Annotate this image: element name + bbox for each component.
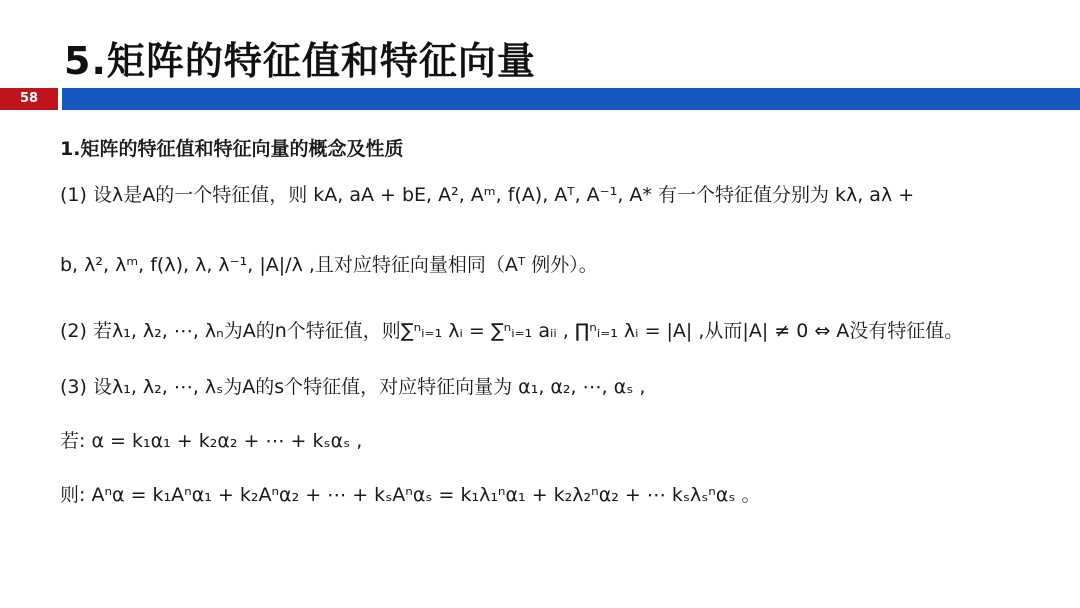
property-1-line-2: b, λ², λᵐ, f(λ), λ, λ⁻¹, |A|/λ ,且对应特征向量相同（Aᵀ 例外）。 (60, 254, 598, 276)
property-1-line-1: (1) 设λ是A的一个特征值，则 kA, aA + bE, A², Aᵐ, f(A), Aᵀ, A⁻¹, A* 有一个特征值分别为 kλ, aλ + (60, 184, 915, 206)
header-bar (62, 88, 1080, 110)
power-expansion: 则: Aⁿα = k₁Aⁿα₁ + k₂Aⁿα₂ + ⋯ + kₛAⁿαₛ = k₁λ₁ⁿα₁ + k₂λ₂ⁿα₂ + ⋯ kₛλₛⁿαₛ 。 (60, 484, 761, 506)
slide-title: 5.矩阵的特征值和特征向量 (64, 39, 536, 83)
section-heading: 1.矩阵的特征值和特征向量的概念及性质 (60, 138, 404, 160)
linear-combination: 若: α = k₁α₁ + k₂α₂ + ⋯ + kₛαₛ , (60, 430, 363, 452)
header-band (0, 88, 1080, 110)
property-3: (3) 设λ₁, λ₂, ⋯, λₛ为A的s个特征值，对应特征向量为 α₁, α₂, ⋯, αₛ , (60, 376, 646, 398)
property-2: (2) 若λ₁, λ₂, ⋯, λₙ为A的n个特征值，则∑ⁿᵢ₌₁ λᵢ = ∑ⁿᵢ₌₁ aᵢᵢ , ∏ⁿᵢ₌₁ λᵢ = |A| ,从而|A| ≠ 0 ⇔ A没有特征值。 (60, 320, 964, 342)
page-number: 58 (0, 88, 58, 110)
